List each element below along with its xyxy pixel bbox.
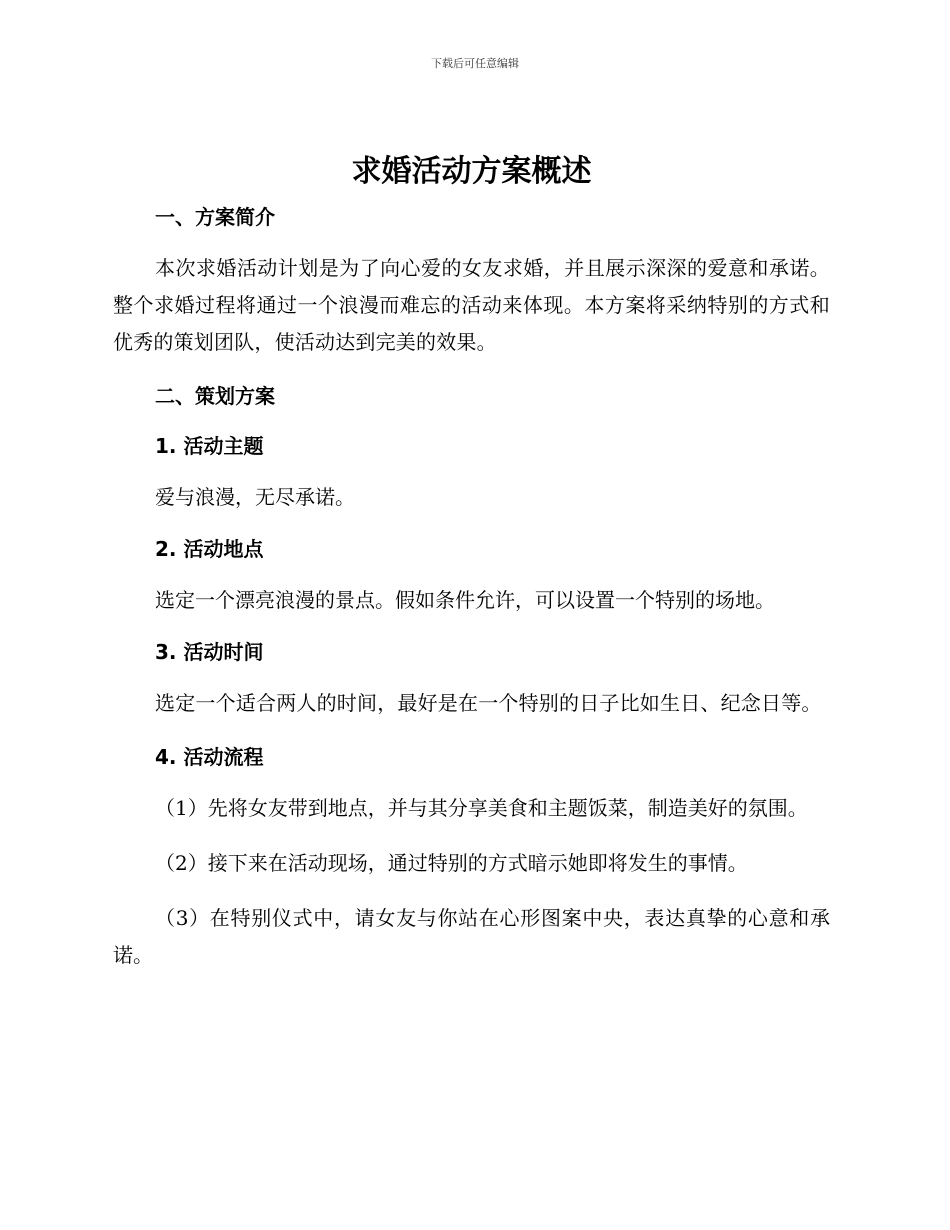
process-item-3: （3）在特别仪式中，请女友与你站在心形图案中央，表达真挚的心意和承诺。 [113,906,830,967]
intro-paragraph: 本次求婚活动计划是为了向心爱的女友求婚，并且展示深深的爱意和承诺。整个求婚过程将通过一个浪漫而难忘的活动来体现。本方案将采纳特别的方式和优秀的策划团队，使活动达到完美的效果。 [113,256,830,354]
process-item-1: （1）先将女友带到地点，并与其分享美食和主题饭菜，制造美好的氛围。 [155,796,808,820]
theme-text: 爱与浪漫，无尽承诺。 [155,485,355,509]
subheading-location: 2. 活动地点 [155,537,264,561]
section-heading-intro: 一、方案简介 [155,205,275,229]
process-item-2: （2）接下来在活动现场，通过特别的方式暗示她即将发生的事情。 [155,851,748,875]
time-text: 选定一个适合两人的时间，最好是在一个特别的日子比如生日、纪念日等。 [155,691,822,715]
header-note: 下载后可任意编辑 [431,57,519,70]
subheading-theme: 1. 活动主题 [155,434,264,458]
section-heading-plan: 二、策划方案 [155,384,275,408]
subheading-process: 4. 活动流程 [155,745,264,769]
subheading-time: 3. 活动时间 [155,640,264,664]
location-text: 选定一个漂亮浪漫的景点。假如条件允许，可以设置一个特别的场地。 [155,588,775,612]
document-body [113,150,830,974]
document-title: 求婚活动方案概述 [351,154,592,189]
